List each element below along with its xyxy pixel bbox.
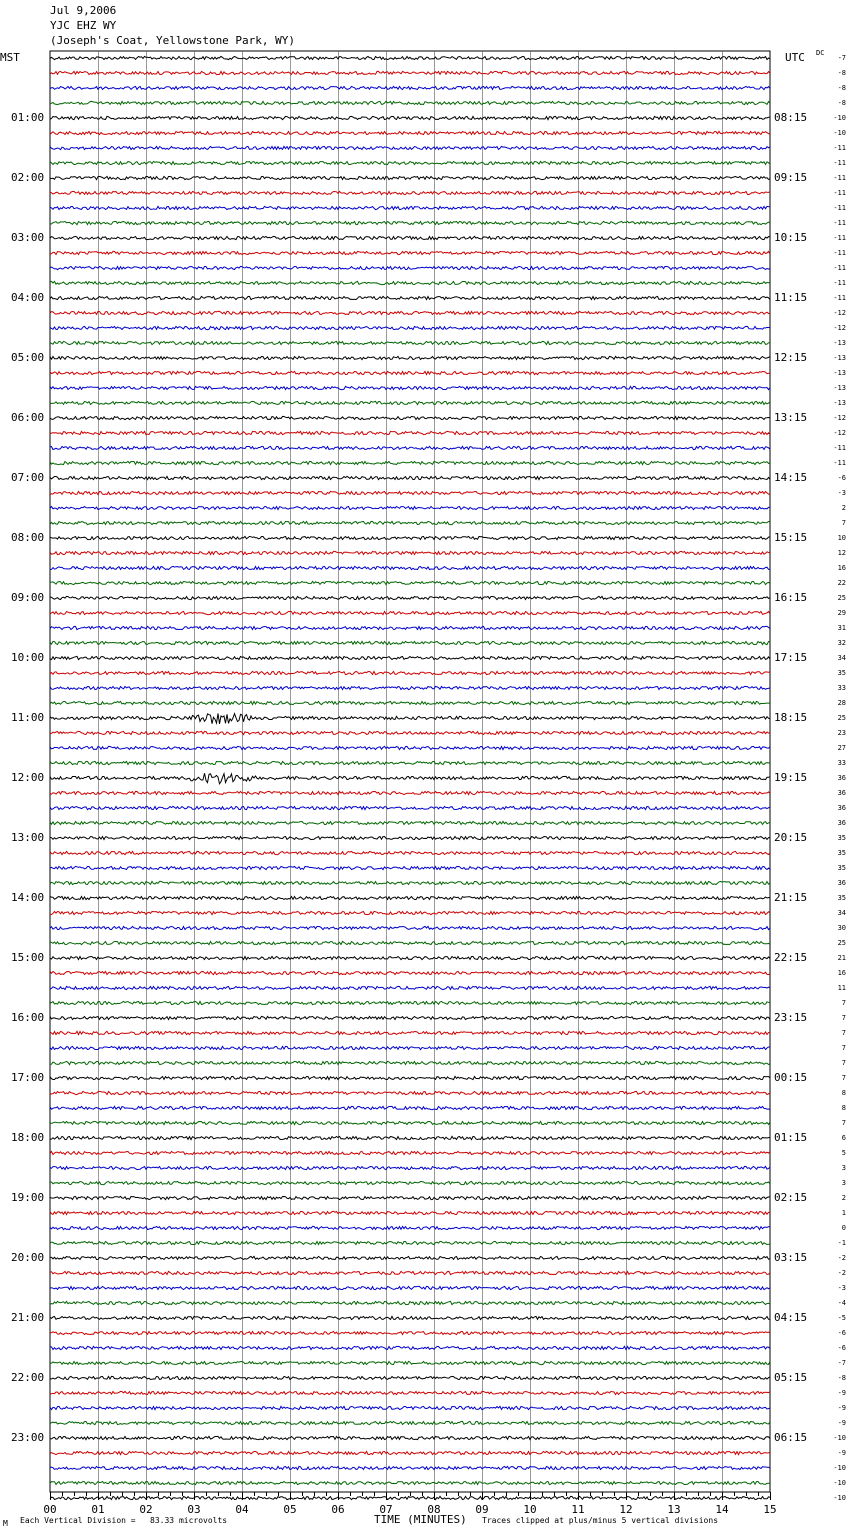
trace-88: [50, 1376, 770, 1379]
dc-offset-label: 7: [841, 519, 846, 527]
dc-offset-label: -12: [833, 324, 846, 332]
trace-94: [50, 1466, 770, 1469]
right-hour-label: 10:15: [774, 231, 808, 244]
left-hour-label: 09:00: [11, 591, 45, 604]
location-label: (Joseph's Coat, Yellowstone Park, WY): [50, 34, 296, 47]
left-hour-label: 12:00: [11, 771, 45, 784]
x-tick-label: 09: [475, 1503, 489, 1516]
trace-68: [50, 1076, 770, 1079]
trace-70: [50, 1106, 770, 1109]
dc-offset-label: -13: [833, 399, 846, 407]
trace-10: [50, 206, 770, 209]
trace-78: [50, 1226, 770, 1229]
dc-offset-label: 8: [841, 1089, 846, 1097]
right-hour-label: 00:15: [774, 1071, 808, 1084]
x-tick-label: 02: [139, 1503, 153, 1516]
right-hour-label: 14:15: [774, 471, 808, 484]
trace-18: [50, 326, 770, 329]
left-hour-label: 17:00: [11, 1071, 45, 1084]
trace-40: [50, 656, 770, 659]
dc-offset-label: -10: [833, 1494, 846, 1502]
trace-80: [50, 1256, 770, 1259]
dc-offset-label: -8: [837, 69, 846, 77]
dc-offset-label: -9: [837, 1404, 846, 1412]
trace-12: [50, 236, 770, 239]
trace-57: [50, 911, 770, 914]
trace-47: [50, 761, 770, 764]
dc-offset-label: -2: [837, 1269, 846, 1277]
left-hour-label: 03:00: [11, 231, 45, 244]
dc-offset-label: -11: [833, 144, 846, 152]
dc-offset-label: 36: [837, 789, 846, 797]
dc-offset-label: 10: [837, 534, 846, 542]
dc-offset-label: -11: [833, 219, 846, 227]
right-hour-label: 01:15: [774, 1131, 808, 1144]
dc-offset-label: -3: [837, 489, 846, 497]
trace-61: [50, 971, 770, 974]
dc-offset-label: -13: [833, 384, 846, 392]
dc-offset-label: 21: [837, 954, 846, 962]
x-tick-label: 00: [43, 1503, 57, 1516]
dc-offset-label: -10: [833, 1479, 846, 1487]
dc-offset-label: -12: [833, 309, 846, 317]
trace-73: [50, 1151, 770, 1154]
dc-offset-label: 36: [837, 879, 846, 887]
date-label: Jul 9,2006: [50, 4, 117, 17]
dc-offset-label: 0: [841, 1224, 846, 1232]
dc-offset-label: -10: [833, 1464, 846, 1472]
trace-7: [50, 161, 770, 164]
trace-21: [50, 371, 770, 374]
trace-44: [50, 714, 770, 724]
left-timezone-label: MST: [0, 51, 20, 64]
trace-65: [50, 1031, 770, 1034]
trace-87: [50, 1361, 770, 1364]
left-hour-label: 19:00: [11, 1191, 45, 1204]
dc-offset-label: 7: [841, 1119, 846, 1127]
trace-60: [50, 956, 770, 959]
trace-56: [50, 896, 770, 899]
trace-23: [50, 401, 770, 404]
x-tick-label: 06: [331, 1503, 345, 1516]
dc-offset-label: -13: [833, 339, 846, 347]
trace-85: [50, 1331, 770, 1334]
dc-offset-label: 3: [841, 1179, 846, 1187]
trace-45: [50, 731, 770, 734]
trace-28: [50, 476, 770, 479]
x-tick-label: 01: [91, 1503, 105, 1516]
trace-38: [50, 626, 770, 629]
left-hour-label: 22:00: [11, 1371, 45, 1384]
x-tick-label: 10: [523, 1503, 537, 1516]
trace-62: [50, 986, 770, 989]
dc-offset-label: 7: [841, 1074, 846, 1082]
trace-32: [50, 536, 770, 539]
trace-15: [50, 281, 770, 284]
trace-46: [50, 746, 770, 749]
dc-offset-label: -2: [837, 1254, 846, 1262]
dc-offset-label: 35: [837, 849, 846, 857]
dc-offset-label: 35: [837, 894, 846, 902]
trace-84: [50, 1316, 770, 1319]
right-hour-label: 04:15: [774, 1311, 808, 1324]
dc-offset-label: 31: [837, 624, 846, 632]
left-hour-label: 05:00: [11, 351, 45, 364]
dc-offset-label: 6: [841, 1134, 846, 1142]
dc-offset-label: -11: [833, 189, 846, 197]
right-hour-label: 17:15: [774, 651, 808, 664]
trace-72: [50, 1136, 770, 1139]
trace-17: [50, 311, 770, 314]
dc-offset-label: 7: [841, 1014, 846, 1022]
dc-offset-label: 36: [837, 774, 846, 782]
trace-0: [50, 56, 770, 59]
left-hour-label: 20:00: [11, 1251, 45, 1264]
dc-offset-label: -6: [837, 1344, 846, 1352]
trace-39: [50, 641, 770, 644]
trace-50: [50, 806, 770, 809]
dc-offset-label: 33: [837, 684, 846, 692]
dc-offset-label: 27: [837, 744, 846, 752]
trace-77: [50, 1211, 770, 1214]
dc-offset-label: -7: [837, 54, 846, 62]
dc-offset-label: -11: [833, 459, 846, 467]
right-hour-label: 18:15: [774, 711, 808, 724]
right-hour-label: 16:15: [774, 591, 808, 604]
trace-33: [50, 551, 770, 554]
dc-offset-label: -12: [833, 414, 846, 422]
trace-58: [50, 926, 770, 929]
dc-offset-label: -12: [833, 429, 846, 437]
trace-66: [50, 1046, 770, 1049]
dc-offset-label: 1: [841, 1209, 846, 1217]
dc-offset-label: -8: [837, 1374, 846, 1382]
dc-offset-label: 7: [841, 999, 846, 1007]
x-axis-label: TIME (MINUTES): [374, 1513, 467, 1526]
trace-95: [50, 1481, 770, 1484]
dc-offset-label: 25: [837, 714, 846, 722]
dc-offset-label: 16: [837, 969, 846, 977]
dc-offset-label: 22: [837, 579, 846, 587]
dc-offset-label: -11: [833, 204, 846, 212]
trace-34: [50, 566, 770, 569]
right-hour-label: 08:15: [774, 111, 808, 124]
dc-offset-label: -6: [837, 474, 846, 482]
right-hour-label: 06:15: [774, 1431, 808, 1444]
x-tick-label: 03: [187, 1503, 201, 1516]
trace-42: [50, 686, 770, 689]
dc-offset-label: -11: [833, 234, 846, 242]
x-tick-label: 08: [427, 1503, 441, 1516]
x-tick-label: 12: [619, 1503, 633, 1516]
dc-offset-label: 28: [837, 699, 846, 707]
dc-offset-label: -9: [837, 1389, 846, 1397]
trace-48: [50, 773, 770, 784]
trace-75: [50, 1181, 770, 1184]
trace-25: [50, 431, 770, 434]
trace-3: [50, 101, 770, 104]
corner-mark: M: [3, 1519, 8, 1528]
trace-13: [50, 251, 770, 254]
dc-offset-label: 5: [841, 1149, 846, 1157]
right-hour-label: 21:15: [774, 891, 808, 904]
right-hour-label: 23:15: [774, 1011, 808, 1024]
trace-83: [50, 1301, 770, 1304]
trace-74: [50, 1166, 770, 1169]
trace-69: [50, 1091, 770, 1094]
dc-offset-label: 25: [837, 594, 846, 602]
trace-31: [50, 521, 770, 524]
trace-14: [50, 266, 770, 269]
dc-offset-label: 7: [841, 1059, 846, 1067]
trace-2: [50, 86, 770, 89]
trace-52: [50, 836, 770, 839]
right-hour-label: 19:15: [774, 771, 808, 784]
trace-67: [50, 1061, 770, 1064]
dc-offset-label: -11: [833, 174, 846, 182]
dc-offset-label: 34: [837, 654, 846, 662]
trace-71: [50, 1121, 770, 1124]
dc-offset-label: 3: [841, 1164, 846, 1172]
dc-offset-label: 16: [837, 564, 846, 572]
dc-offset-label: 36: [837, 819, 846, 827]
trace-96: [50, 1496, 770, 1499]
right-timezone-label: UTC: [785, 51, 805, 64]
dc-offset-label: -13: [833, 369, 846, 377]
dc-offset-label: -11: [833, 444, 846, 452]
dc-offset-label: 32: [837, 639, 846, 647]
dc-offset-label: -11: [833, 249, 846, 257]
dc-offset-label: 33: [837, 759, 846, 767]
dc-offset-label: -11: [833, 279, 846, 287]
trace-43: [50, 701, 770, 704]
left-hour-label: 01:00: [11, 111, 45, 124]
left-hour-label: 16:00: [11, 1011, 45, 1024]
trace-86: [50, 1346, 770, 1349]
left-hour-label: 21:00: [11, 1311, 45, 1324]
x-tick-label: 04: [235, 1503, 249, 1516]
dc-offset-label: 36: [837, 804, 846, 812]
trace-6: [50, 146, 770, 149]
trace-41: [50, 671, 770, 674]
right-hour-label: 13:15: [774, 411, 808, 424]
trace-19: [50, 341, 770, 344]
dc-offset-label: -10: [833, 114, 846, 122]
dc-offset-label: -5: [837, 1314, 846, 1322]
dc-offset-label: -11: [833, 159, 846, 167]
dc-offset-label: -9: [837, 1449, 846, 1457]
trace-11: [50, 221, 770, 224]
trace-37: [50, 611, 770, 614]
left-hour-label: 11:00: [11, 711, 45, 724]
x-tick-label: 13: [667, 1503, 681, 1516]
left-hour-label: 15:00: [11, 951, 45, 964]
left-hour-label: 07:00: [11, 471, 45, 484]
left-hour-label: 08:00: [11, 531, 45, 544]
trace-79: [50, 1241, 770, 1244]
trace-89: [50, 1391, 770, 1394]
dc-offset-label: 2: [841, 504, 846, 512]
trace-22: [50, 386, 770, 389]
right-hour-label: 20:15: [774, 831, 808, 844]
trace-53: [50, 851, 770, 854]
trace-63: [50, 1001, 770, 1004]
dc-offset-label: -8: [837, 84, 846, 92]
left-hour-label: 14:00: [11, 891, 45, 904]
dc-offset-label: -3: [837, 1284, 846, 1292]
trace-30: [50, 506, 770, 509]
dc-offset-label: -8: [837, 99, 846, 107]
trace-1: [50, 71, 770, 74]
dc-offset-label: 34: [837, 909, 846, 917]
trace-54: [50, 866, 770, 869]
dc-offset-label: -1: [837, 1239, 846, 1247]
dc-offset-label: -11: [833, 264, 846, 272]
trace-92: [50, 1436, 770, 1439]
trace-27: [50, 461, 770, 464]
x-tick-label: 05: [283, 1503, 297, 1516]
dc-offset-label: -4: [837, 1299, 846, 1307]
right-hour-label: 02:15: [774, 1191, 808, 1204]
right-hour-label: 22:15: [774, 951, 808, 964]
trace-16: [50, 296, 770, 299]
trace-8: [50, 176, 770, 179]
dc-offset-label: 35: [837, 864, 846, 872]
trace-36: [50, 596, 770, 599]
dc-offset-label: 35: [837, 834, 846, 842]
trace-29: [50, 491, 770, 494]
right-hour-label: 05:15: [774, 1371, 808, 1384]
dc-offset-label: 25: [837, 939, 846, 947]
left-hour-label: 10:00: [11, 651, 45, 664]
left-hour-label: 18:00: [11, 1131, 45, 1144]
scale-note: Each Vertical Division = 83.33 microvolts: [20, 1516, 228, 1525]
dc-offset-label: -7: [837, 1359, 846, 1367]
dc-offset-label: 2: [841, 1194, 846, 1202]
trace-5: [50, 131, 770, 134]
dc-offset-label: -10: [833, 1434, 846, 1442]
right-hour-label: 12:15: [774, 351, 808, 364]
trace-51: [50, 821, 770, 824]
trace-59: [50, 941, 770, 944]
trace-24: [50, 416, 770, 419]
trace-4: [50, 116, 770, 119]
right-hour-label: 15:15: [774, 531, 808, 544]
dc-offset-label: 7: [841, 1029, 846, 1037]
dc-offset-label: -13: [833, 354, 846, 362]
trace-49: [50, 791, 770, 794]
x-tick-label: 15: [763, 1503, 777, 1516]
station-label: YJC EHZ WY: [50, 19, 117, 32]
trace-76: [50, 1196, 770, 1199]
trace-55: [50, 881, 770, 884]
trace-35: [50, 581, 770, 584]
left-hour-label: 04:00: [11, 291, 45, 304]
right-hour-label: 11:15: [774, 291, 808, 304]
x-tick-label: 11: [571, 1503, 585, 1516]
trace-20: [50, 356, 770, 359]
dc-offset-label: 11: [837, 984, 846, 992]
trace-93: [50, 1451, 770, 1454]
x-tick-label: 14: [715, 1503, 729, 1516]
dc-offset-label: -6: [837, 1329, 846, 1337]
dc-offset-label: 30: [837, 924, 846, 932]
trace-82: [50, 1286, 770, 1289]
left-hour-label: 13:00: [11, 831, 45, 844]
trace-9: [50, 191, 770, 194]
trace-90: [50, 1406, 770, 1409]
dc-offset-label: 29: [837, 609, 846, 617]
x-tick-label: 07: [379, 1503, 393, 1516]
left-hour-label: 06:00: [11, 411, 45, 424]
left-hour-label: 23:00: [11, 1431, 45, 1444]
dc-offset-header: DC: [816, 49, 825, 57]
dc-offset-label: -10: [833, 129, 846, 137]
clip-note: Traces clipped at plus/minus 5 vertical divisions: [482, 1516, 719, 1525]
dc-offset-label: 8: [841, 1104, 846, 1112]
dc-offset-label: -11: [833, 294, 846, 302]
right-hour-label: 09:15: [774, 171, 808, 184]
trace-81: [50, 1271, 770, 1274]
trace-64: [50, 1016, 770, 1019]
dc-offset-label: 7: [841, 1044, 846, 1052]
dc-offset-label: -9: [837, 1419, 846, 1427]
left-hour-label: 02:00: [11, 171, 45, 184]
dc-offset-label: 35: [837, 669, 846, 677]
trace-26: [50, 446, 770, 449]
dc-offset-label: 12: [837, 549, 846, 557]
right-hour-label: 03:15: [774, 1251, 808, 1264]
trace-91: [50, 1421, 770, 1424]
dc-offset-label: 23: [837, 729, 846, 737]
